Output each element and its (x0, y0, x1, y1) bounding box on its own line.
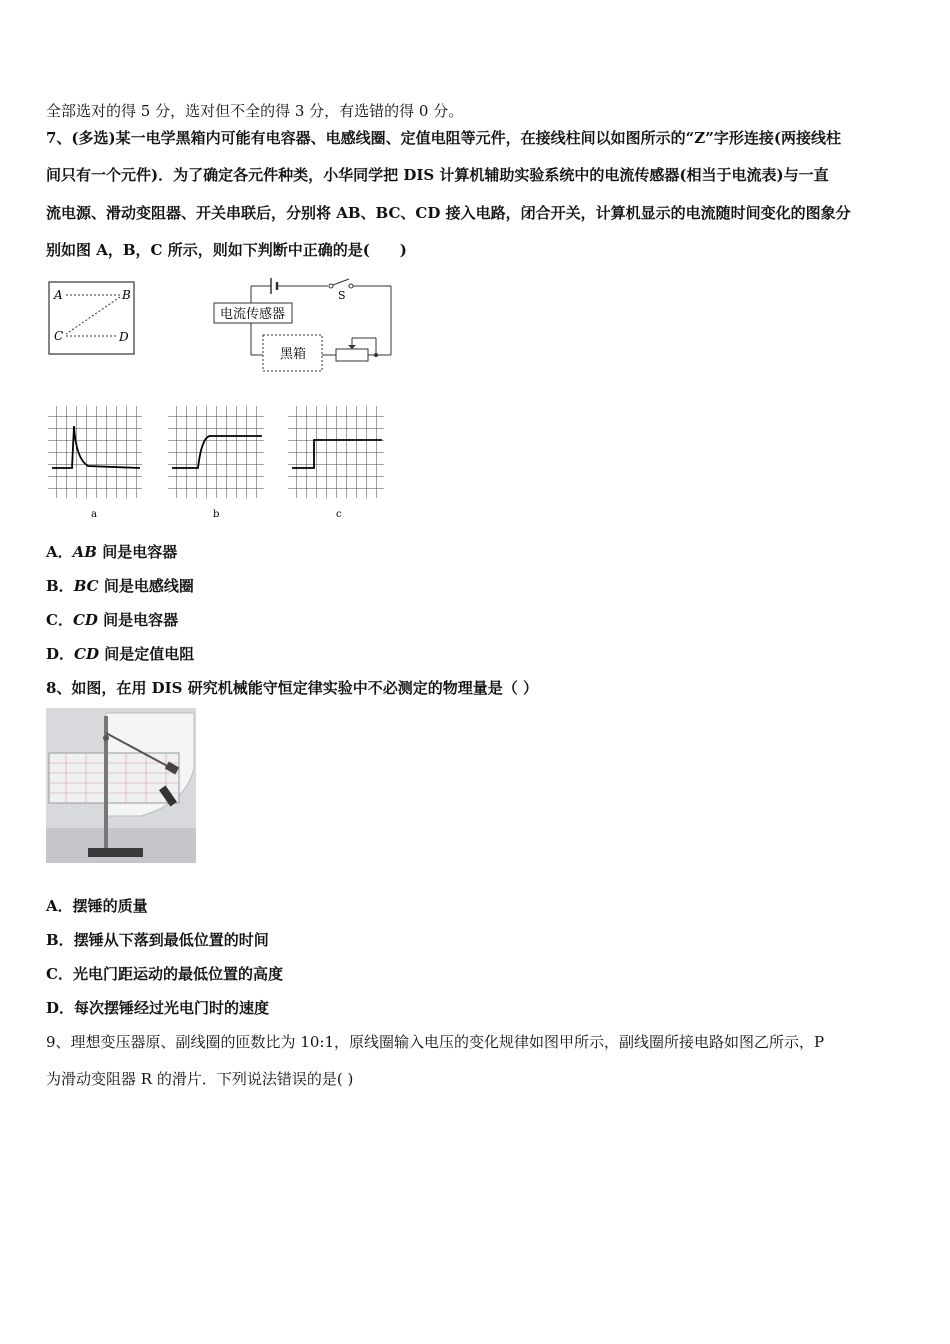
graph-label-a: a (91, 509, 97, 520)
graph-c (288, 406, 384, 498)
graph-label-c: c (336, 509, 342, 520)
z-line-bc (66, 297, 120, 334)
q8-option-d[interactable]: D．每次摆锤经过光电门时的速度 (46, 999, 270, 1017)
graph-a (48, 406, 142, 498)
black-box-label: 黑箱 (280, 347, 307, 362)
graph-b (168, 406, 264, 498)
pendulum-apparatus-photo (46, 708, 196, 863)
graph-label-b: b (213, 509, 220, 520)
label-a: A (54, 288, 63, 302)
switch-label: S (338, 289, 346, 302)
q9-stem-line-1: 9、理想变压器原、副线圈的匝数比为 10:1，原线圈输入电压的变化规律如图甲所示，副线圈所接电路如图乙所示，P (46, 1033, 825, 1051)
q7-stem-line-1: 7、(多选)某一电学黑箱内可能有电容器、电感线圈、定值电阻等元件，在接线柱间以如图所示的“Z”字形连接(两接线柱 (46, 129, 841, 147)
q7-option-d[interactable]: D．CD 间是定值电阻 (46, 645, 195, 663)
rheostat (336, 349, 368, 361)
q7-option-b[interactable]: B．BC 间是电感线圈 (46, 577, 194, 595)
q7-option-c[interactable]: C．CD 间是电容器 (46, 611, 179, 629)
switch-s (333, 279, 349, 285)
q9-stem-line-2: 为滑动变阻器 R 的滑片．下列说法错误的是( ) (46, 1070, 354, 1088)
q7-option-a[interactable]: A．AB 间是电容器 (46, 543, 178, 561)
q7-stem-line-3: 流电源、滑动变阻器、开关串联后，分别将 AB、BC、CD 接入电路，闭合开关，计算机显示的电流随时间变化的图象分 (46, 204, 851, 222)
q8-option-b[interactable]: B．摆锤从下落到最低位置的时间 (46, 931, 269, 949)
current-sensor-label: 电流传感器 (220, 307, 286, 322)
q8-option-a[interactable]: A．摆锤的质量 (46, 897, 148, 915)
intro-line: 全部选对的得 5 分，选对但不全的得 3 分，有选错的得 0 分。 (46, 102, 464, 120)
q7-stem-line-2: 间只有一个元件)．为了确定各元件种类，小华同学把 DIS 计算机辅助实验系统中的电流传感器(相当于电流表)与一直 (46, 166, 829, 184)
label-b: B (122, 288, 131, 302)
q7-stem-line-4: 别如图 A，B，C 所示，则如下判断中正确的是( ) (46, 241, 407, 259)
label-c: C (54, 329, 64, 343)
q7-circuit-figure (46, 275, 396, 380)
q8-stem: 8、如图，在用 DIS 研究机械能守恒定律实验中不必测定的物理量是（ ） (46, 679, 538, 697)
label-d: D (119, 330, 129, 344)
q8-option-c[interactable]: C．光电门距运动的最低位置的高度 (46, 965, 283, 983)
q7-current-graphs (46, 404, 391, 522)
